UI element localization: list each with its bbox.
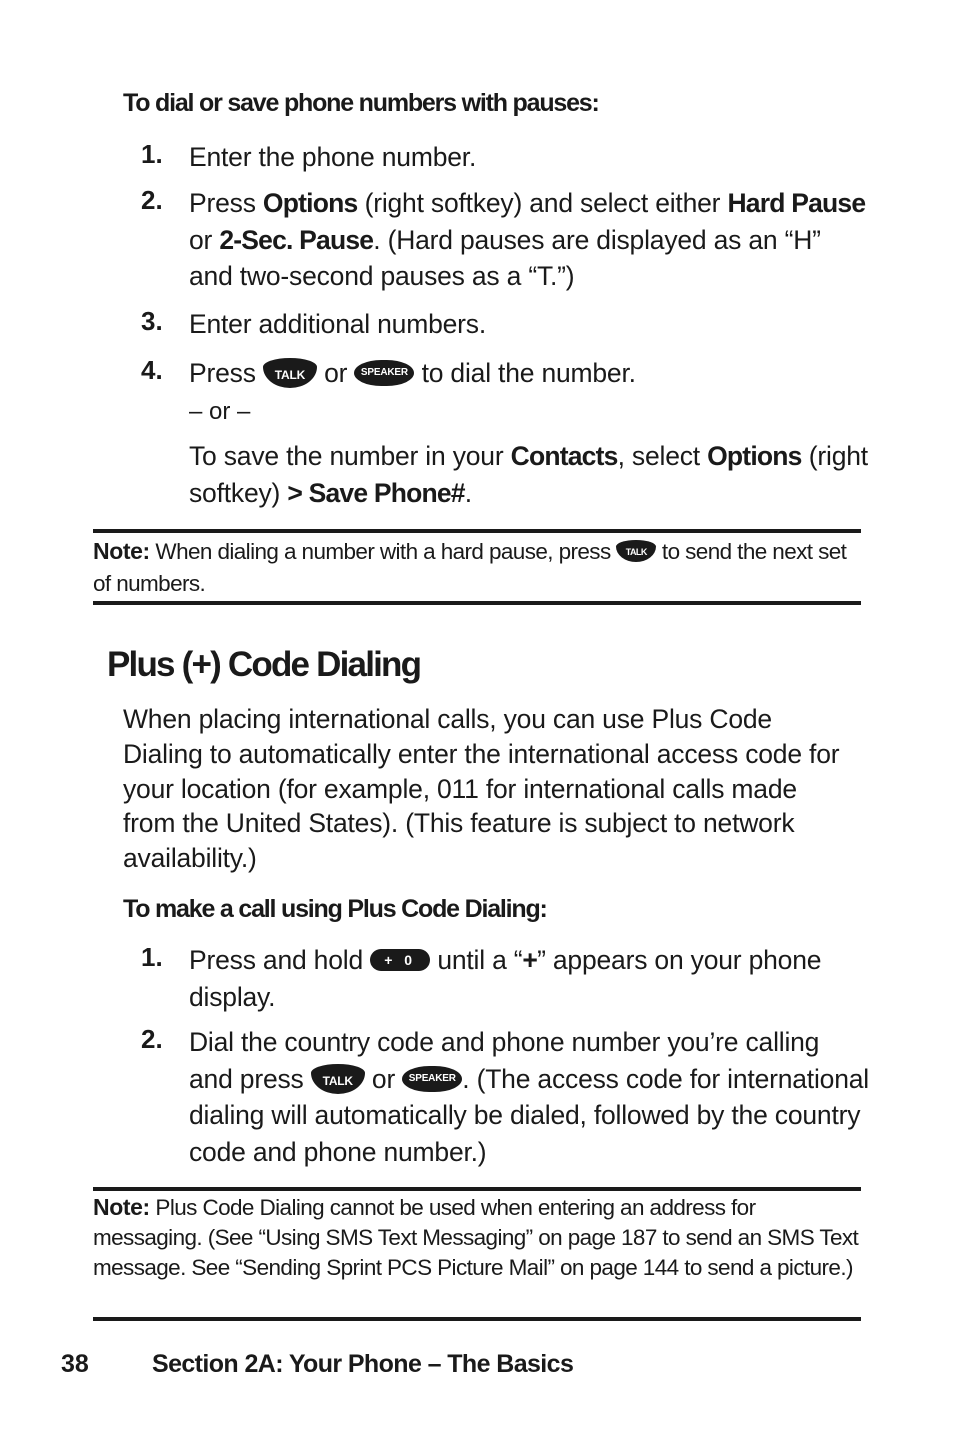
procedure-heading: To dial or save phone numbers with pauses: <box>123 89 599 117</box>
step-number: 3. <box>141 306 163 336</box>
step-text: Press TALK or SPEAKER to dial the number. <box>189 358 636 388</box>
note-bottom-rule <box>93 601 861 605</box>
step-text: Enter additional numbers. <box>189 309 486 339</box>
note-bottom-rule <box>93 1317 861 1321</box>
note-top-rule <box>93 1187 861 1191</box>
note-plus-code: Note: Plus Code Dialing cannot be used when entering an address for messaging. (See “Using SMS Text Messaging” on page 187 to send an SMS Text message. See “Sending Sprint PCS Picture Mail” on page 144 to send a picture.) <box>93 1194 859 1280</box>
talk-key-icon: TALK <box>616 540 656 562</box>
speaker-key-icon: SPEAKER <box>402 1066 462 1092</box>
step-text: Press and hold + 0 until a “+” appears on your phone display. <box>189 945 822 1012</box>
section-title: Plus (+) Code Dialing <box>107 645 421 684</box>
note-label: Note: <box>93 538 150 564</box>
note-label: Note: <box>93 1194 150 1220</box>
footer-section-title: Section 2A: Your Phone – The Basics <box>152 1350 574 1378</box>
step-text: Dial the country code and phone number you’re calling and press TALK or SPEAKER . (The access code for international dialing will automatically be dialed, followed by the country code and phone number.) <box>189 1027 869 1167</box>
section-intro: When placing international calls, you can use Plus Code Dialing to automatically enter the international access code for your location (for example, 011 for international calls made from the United States). (This feature is subject to network availability.) <box>123 704 840 874</box>
talk-key-icon: TALK <box>263 358 317 388</box>
procedure-heading: To make a call using Plus Code Dialing: <box>123 895 547 923</box>
step-number: 2. <box>141 1024 163 1054</box>
note-hard-pause: Note: When dialing a number with a hard pause, press TALK to send the next set of numbers. <box>93 538 847 596</box>
step-number: 1. <box>141 139 163 169</box>
talk-key-icon: TALK <box>311 1064 365 1094</box>
step-number: 2. <box>141 185 163 215</box>
note-top-rule <box>93 529 861 533</box>
speaker-key-icon: SPEAKER <box>354 360 414 386</box>
plus-zero-key-icon: + 0 <box>370 949 430 971</box>
or-separator: – or – <box>189 398 251 425</box>
page-number: 38 <box>61 1350 89 1378</box>
step-text: Enter the phone number. <box>189 142 477 172</box>
step-number: 1. <box>141 942 163 972</box>
step-text: Press Options (right softkey) and select either Hard Pause or 2-Sec. Pause. (Hard pauses are displayed as an “H” and two-second pauses as a “T.”) <box>189 188 866 291</box>
step-number: 4. <box>141 355 163 385</box>
save-number-text: To save the number in your Contacts, select Options (right softkey) > Save Phone#. <box>189 441 868 508</box>
